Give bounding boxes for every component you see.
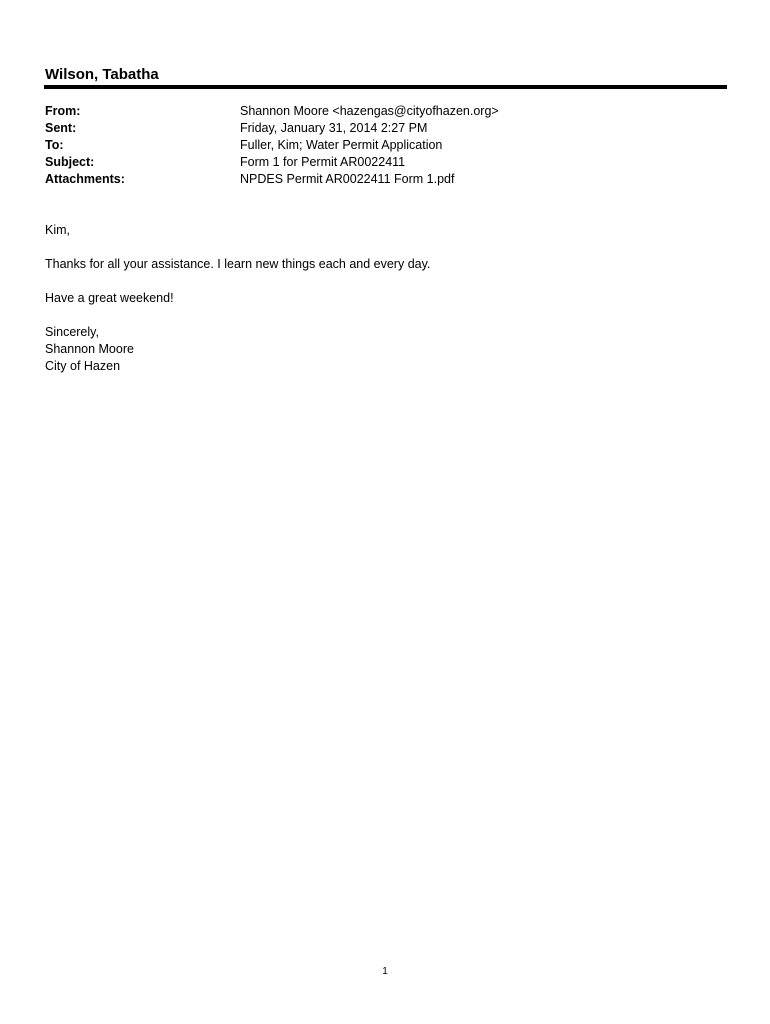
sent-value: Friday, January 31, 2014 2:27 PM bbox=[240, 121, 428, 135]
page-number bbox=[0, 965, 770, 979]
paragraph-gap bbox=[45, 239, 705, 256]
subject-label: Subject: bbox=[45, 155, 95, 169]
sent-row bbox=[45, 120, 705, 137]
signature-name: Shannon Moore bbox=[45, 342, 134, 356]
header-divider bbox=[44, 85, 727, 89]
attachments-value: NPDES Permit AR0022411 Form 1.pdf bbox=[240, 172, 455, 186]
from-value: Shannon Moore <hazengas@cityofhazen.org> bbox=[240, 104, 499, 118]
page-number-text: 1 bbox=[382, 966, 388, 977]
from-label: From: bbox=[45, 104, 81, 118]
email-header-fields bbox=[45, 103, 705, 188]
paragraph-gap bbox=[45, 307, 705, 324]
mailbox-owner-name: Wilson, Tabatha bbox=[45, 66, 159, 83]
to-row bbox=[45, 137, 705, 154]
attachments-row bbox=[45, 171, 705, 188]
from-row bbox=[45, 103, 705, 120]
paragraph-gap bbox=[45, 273, 705, 290]
body-line-weekend: Have a great weekend! bbox=[45, 291, 174, 305]
to-label: To: bbox=[45, 138, 64, 152]
sent-label: Sent: bbox=[45, 121, 77, 135]
closing: Sincerely, bbox=[45, 325, 99, 339]
subject-value: Form 1 for Permit AR0022411 bbox=[240, 155, 406, 169]
email-body bbox=[45, 222, 705, 375]
signature-organization: City of Hazen bbox=[45, 359, 121, 373]
greeting: Kim, bbox=[45, 223, 70, 237]
subject-row bbox=[45, 154, 705, 171]
to-value: Fuller, Kim; Water Permit Application bbox=[240, 138, 443, 152]
attachments-label: Attachments: bbox=[45, 172, 125, 186]
body-line-thanks: Thanks for all your assistance. I learn new things each and every day. bbox=[45, 257, 431, 271]
